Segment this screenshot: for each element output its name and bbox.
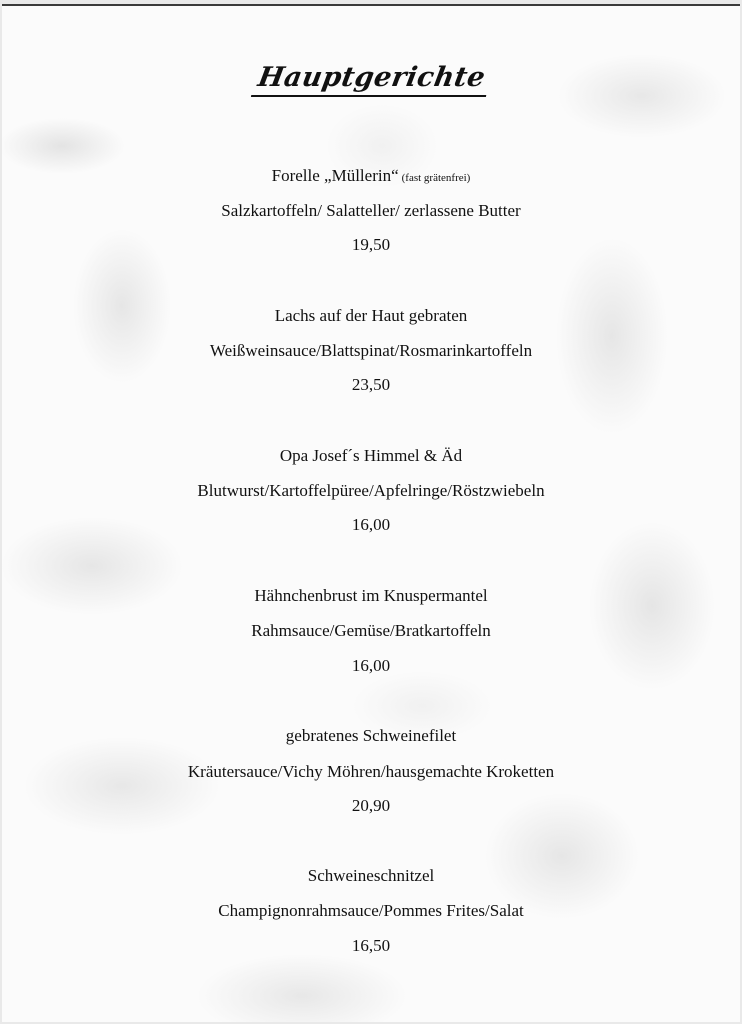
dish-name: Lachs auf der Haut gebraten <box>274 306 468 325</box>
dish-sides: Champignonrahmsauce/Pommes Frites/Salat <box>218 901 524 920</box>
dish-name <box>2 166 740 186</box>
dish-sides: Kräutersauce/Vichy Möhren/hausgemachte Kroketten <box>187 762 555 781</box>
dish-price: 16,00 <box>351 515 391 534</box>
dish-sides: Blutwurst/Kartoffelpüree/Apfelringe/Röstzwiebeln <box>197 481 545 500</box>
dish-price: 16,00 <box>351 656 391 675</box>
dish-name: Opa Josef´s Himmel & Äd <box>279 446 463 465</box>
dish-price: 23,50 <box>351 375 391 394</box>
dish-note: (fast grätenfrei) <box>401 172 471 184</box>
dish-name: Hähnchenbrust im Knuspermantel <box>254 586 488 605</box>
dish-name: Schweineschnitzel <box>307 866 435 885</box>
menu-heading <box>2 62 740 97</box>
dish-price: 16,50 <box>351 936 391 955</box>
dish-sides: Rahmsauce/Gemüse/Bratkartoffeln <box>251 621 491 640</box>
menu-heading-text: Hauptgerichte <box>251 62 492 97</box>
dish-sides: Salzkartoffeln/ Salatteller/ zerlassene Butter <box>221 201 521 220</box>
menu-page <box>2 4 740 1022</box>
dish-price: 19,50 <box>351 235 391 254</box>
dish-name: gebratenes Schweinefilet <box>285 726 457 745</box>
dish-sides: Weißweinsauce/Blattspinat/Rosmarinkartoffeln <box>209 341 533 360</box>
dish-name-text: Forelle „Müllerin“ <box>271 166 399 185</box>
dish-price: 20,90 <box>351 796 391 815</box>
